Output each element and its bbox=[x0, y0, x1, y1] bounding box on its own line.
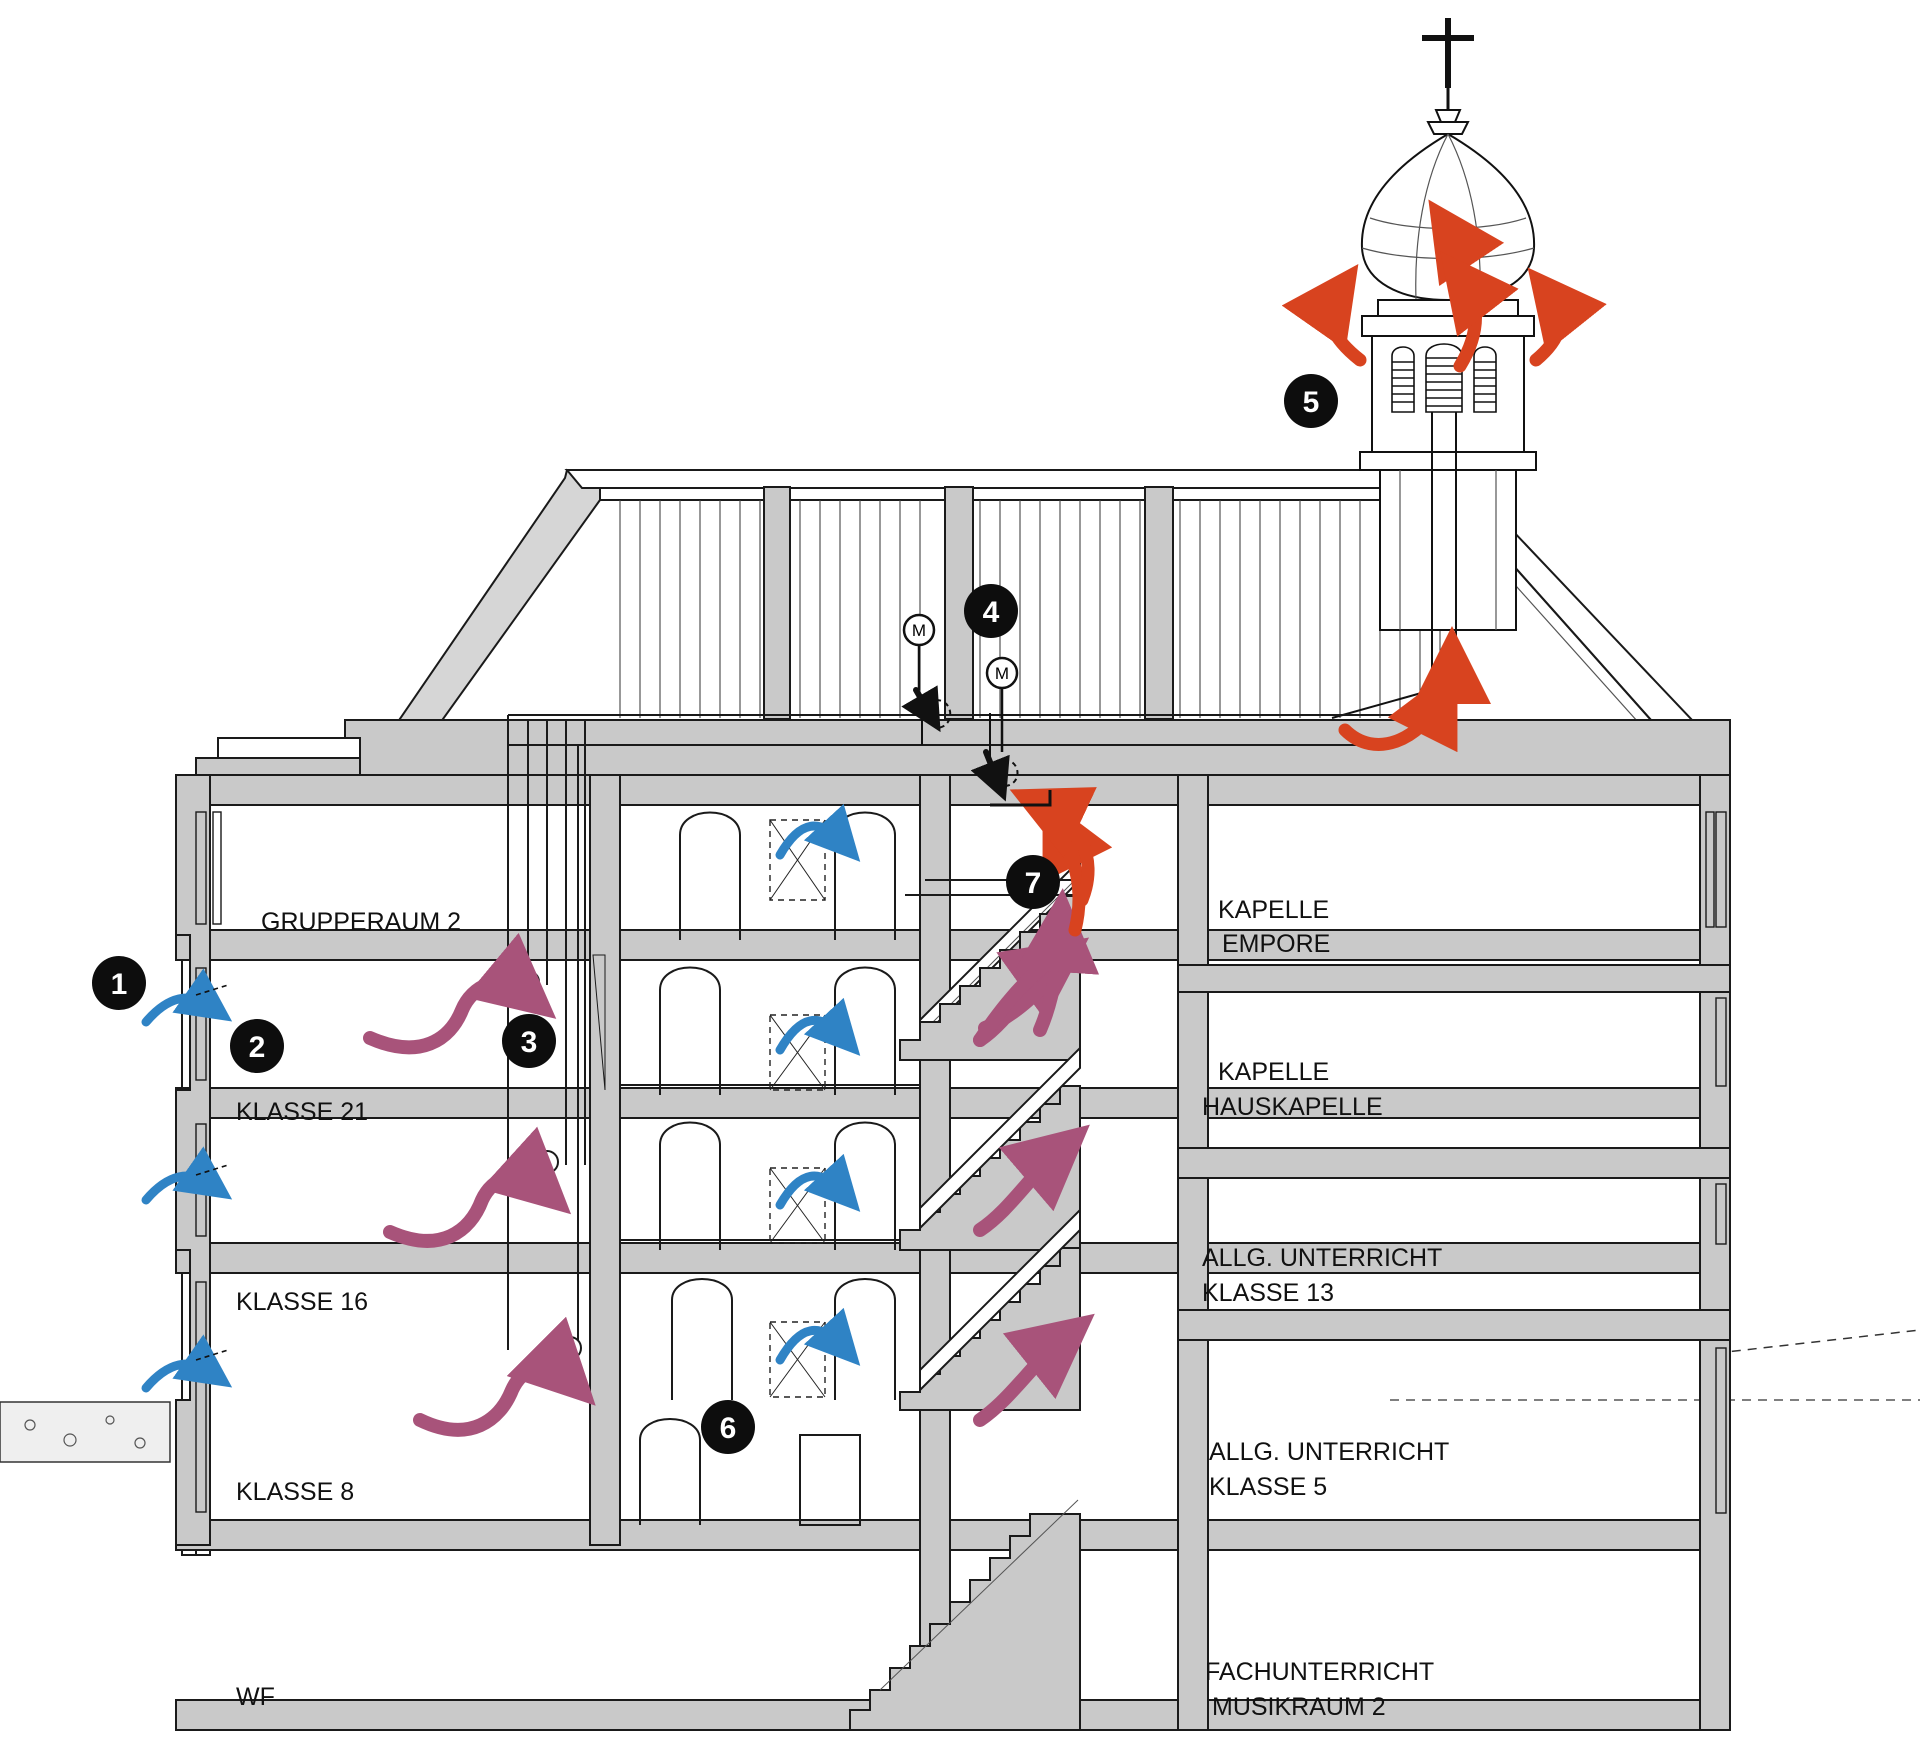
room-label-kapelle-empore-line1: KAPELLE bbox=[1218, 896, 1330, 924]
room-label-fachunterricht-line1: FACHUNTERRICHT bbox=[1205, 1658, 1435, 1686]
room-label-klasse-21: KLASSE 21 bbox=[236, 1098, 369, 1126]
room-label-kapelle-empore-line2: EMPORE bbox=[1222, 930, 1331, 958]
callout-marker-5-label: 5 bbox=[1302, 386, 1320, 419]
room-label-allg-unterricht-5-line1: ALLG. UNTERRICHT bbox=[1209, 1438, 1450, 1466]
callout-marker-1[interactable] bbox=[92, 956, 146, 1010]
room-label-hauskapelle-line2: HAUSKAPELLE bbox=[1202, 1093, 1383, 1121]
callout-marker-6[interactable] bbox=[701, 1400, 755, 1454]
callout-marker-2[interactable] bbox=[230, 1019, 284, 1073]
bell-tower bbox=[1360, 18, 1536, 630]
room-label-allg-unterricht-13-line2: KLASSE 13 bbox=[1202, 1279, 1335, 1307]
room-label-allg-unterricht-5-line2: KLASSE 5 bbox=[1209, 1473, 1328, 1501]
callout-marker-2-label: 2 bbox=[248, 1031, 266, 1064]
callout-marker-1-label: 1 bbox=[110, 968, 128, 1001]
room-label-musikraum-2-line2: MUSIKRAUM 2 bbox=[1212, 1693, 1386, 1721]
callout-marker-5[interactable] bbox=[1284, 374, 1338, 428]
room-label-wf: WF bbox=[236, 1683, 275, 1711]
room-label-klasse-16: KLASSE 16 bbox=[236, 1288, 369, 1316]
callout-marker-7[interactable] bbox=[1006, 855, 1060, 909]
room-label-group bbox=[236, 896, 1449, 1721]
motor-label-2: M bbox=[994, 664, 1010, 683]
callout-marker-3[interactable] bbox=[502, 1014, 556, 1068]
callout-marker-7-label: 7 bbox=[1024, 867, 1042, 900]
motor-label-1: M bbox=[911, 621, 927, 640]
callout-marker-6-label: 6 bbox=[719, 1412, 737, 1445]
callout-marker-3-label: 3 bbox=[520, 1026, 538, 1059]
room-label-klasse-8: KLASSE 8 bbox=[236, 1478, 355, 1506]
room-label-grupperaum-2: GRUPPERAUM 2 bbox=[261, 908, 462, 936]
callout-marker-4-label: 4 bbox=[982, 596, 1000, 629]
room-label-allg-unterricht-13-line1: ALLG. UNTERRICHT bbox=[1202, 1244, 1443, 1272]
room-label-kapelle-line1: KAPELLE bbox=[1218, 1058, 1330, 1086]
callout-marker-4[interactable] bbox=[964, 584, 1018, 638]
